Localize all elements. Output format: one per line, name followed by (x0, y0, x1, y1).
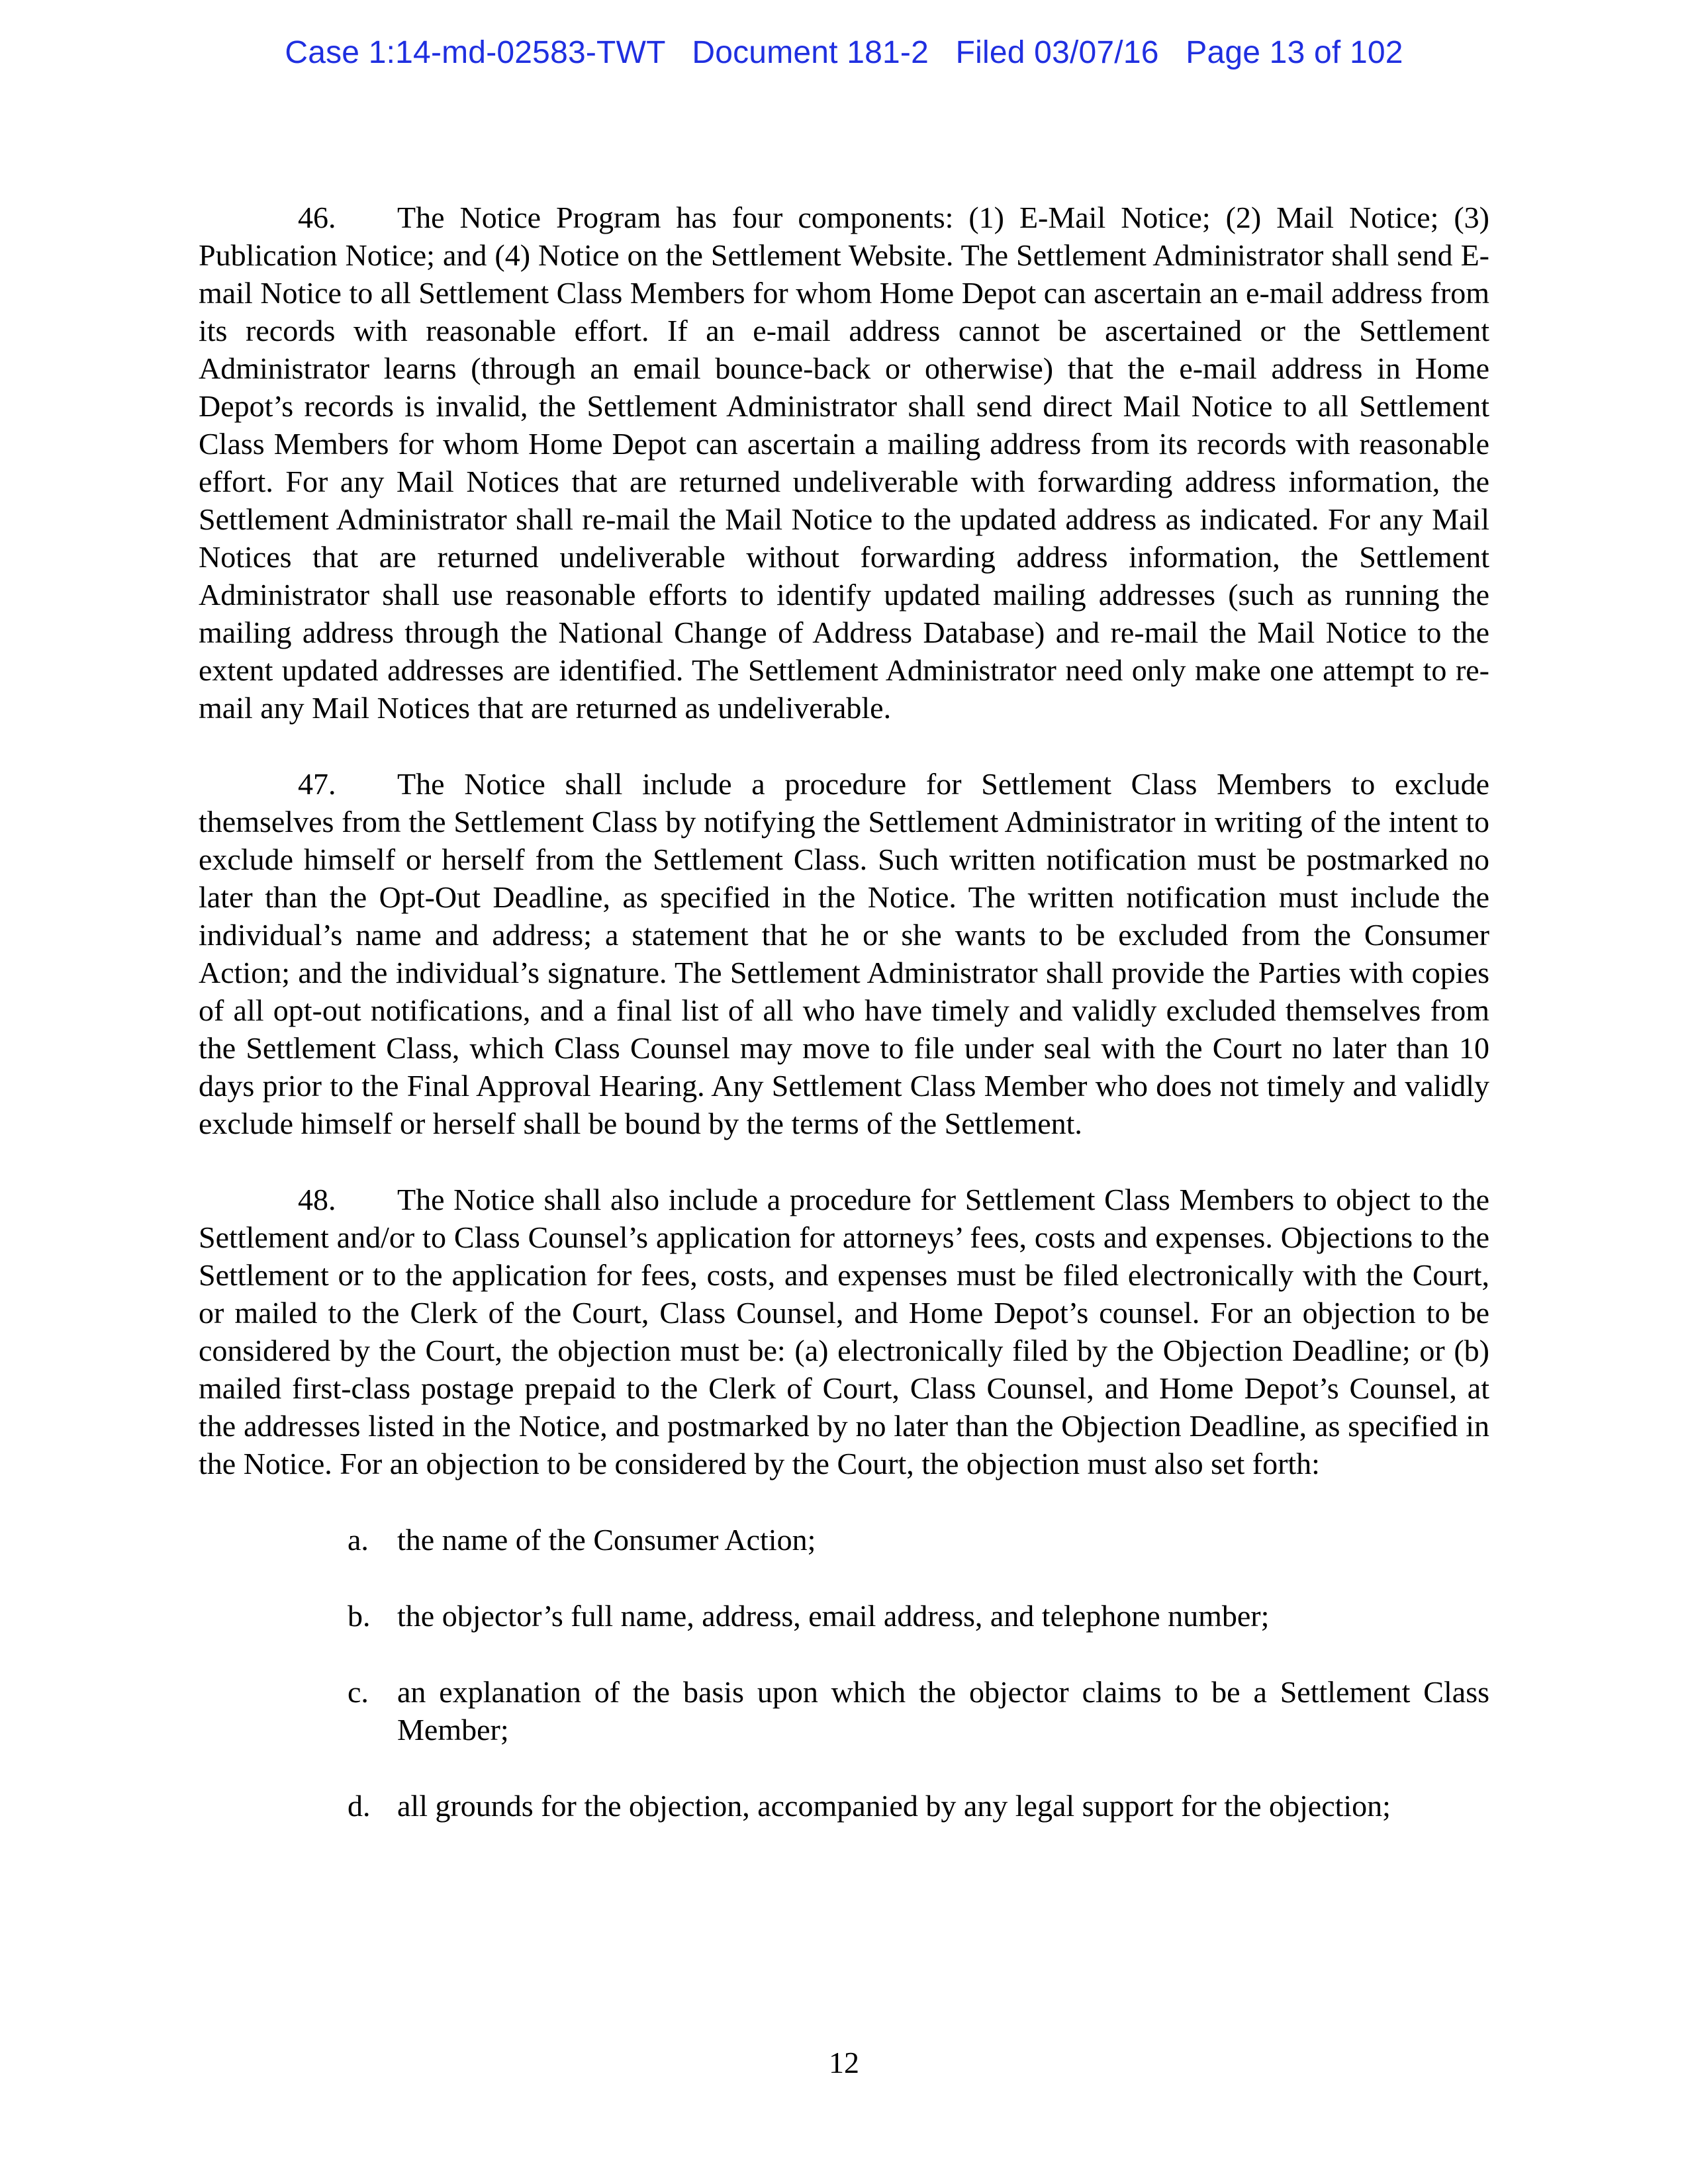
list-item-text: the objector’s full name, address, email address, and telephone number; (397, 1599, 1270, 1633)
list-item-letter: b. (348, 1599, 371, 1633)
list-item-letter: a. (348, 1523, 369, 1557)
paragraph-text: The Notice shall also include a procedure for Settlement Class Members to object to the Settlement and/or to Class Counsel’s application for attorneys’ fees, costs and expenses. Objections to the Settlement or to the application for fees, costs, and expenses must be filed electronically with the Court, or mailed to the Clerk of the Court, Class Counsel, and Home Depot’s counsel. For an objection to be considered by the Court, the objection must be: (a) electronically filed by the Objection Deadline; or (b) mailed first-class postage prepaid to the Clerk of Court, Class Counsel, and Home Depot’s Counsel, at the addresses listed in the Notice, and postmarked by no later than the Objection Deadline, as specified in the Notice. For an objection to be considered by the Court, the objection must also set forth: (199, 1183, 1489, 1480)
page-number: 12 (829, 2046, 859, 2079)
list-item-text: the name of the Consumer Action; (397, 1523, 816, 1557)
paragraph-48 (199, 1181, 1489, 1482)
list-item (199, 1597, 1489, 1635)
paragraph-text: The Notice Program has four components: (1) E-Mail Notice; (2) Mail Notice; (3) Publication Notice; and (4) Notice on the Settlement Website. The Settlement Administrator shall send E-mail Notice to all Settlement Class Members for whom Home Depot can ascertain an e-mail address from its records with reasonable effort. If an e-mail address cannot be ascertained or the Settlement Administrator learns (through an email bounce-back or otherwise) that the e-mail address in Home Depot’s records is invalid, the Settlement Administrator shall send direct Mail Notice to all Settlement Class Members for whom Home Depot can ascertain a mailing address from its records with reasonable effort. For any Mail Notices that are returned undeliverable with forwarding address information, the Settlement Administrator shall re-mail the Mail Notice to the updated address as indicated. For any Mail Notices that are returned undeliverable without forwarding address information, the Settlement Administrator shall use reasonable efforts to identify updated mailing addresses (such as running the mailing address through the National Change of Address Database) and re-mail the Mail Notice to the extent updated addresses are identified. The Settlement Administrator need only make one attempt to re-mail any Mail Notices that are returned as undeliverable. (199, 201, 1489, 725)
paragraph-47 (199, 765, 1489, 1142)
list-item-text: an explanation of the basis upon which the objector claims to be a Settlement Class Member; (397, 1675, 1489, 1747)
document-body (199, 199, 1489, 1863)
list-item-letter: c. (348, 1675, 369, 1709)
paragraph-number: 47. (298, 767, 336, 801)
list-item (199, 1787, 1489, 1825)
objection-requirements-list (199, 1521, 1489, 1825)
list-item (199, 1673, 1489, 1749)
paragraph-46 (199, 199, 1489, 727)
list-item-letter: d. (348, 1789, 371, 1823)
paragraph-number: 46. (298, 201, 336, 234)
list-item (199, 1521, 1489, 1559)
paragraph-text: The Notice shall include a procedure for Settlement Class Members to exclude themselves from the Settlement Class by notifying the Settlement Administrator in writing of the intent to exclude himself or herself from the Settlement Class. Such written notification must be postmarked no later than the Opt-Out Deadline, as specified in the Notice. The written notification must include the individual’s name and address; a statement that he or she wants to be excluded from the Consumer Action; and the individual’s signature. The Settlement Administrator shall provide the Parties with copies of all opt-out notifications, and a final list of all who have timely and validly excluded themselves from the Settlement Class, which Class Counsel may move to file under seal with the Court no later than 10 days prior to the Final Approval Hearing. Any Settlement Class Member who does not timely and validly exclude himself or herself shall be bound by the terms of the Settlement. (199, 767, 1489, 1140)
case-header: Case 1:14-md-02583-TWT Document 181-2 Filed 03/07/16 Page 13 of 102 (285, 35, 1403, 70)
list-item-text: all grounds for the objection, accompanied by any legal support for the objection; (397, 1789, 1391, 1823)
paragraph-number: 48. (298, 1183, 336, 1216)
